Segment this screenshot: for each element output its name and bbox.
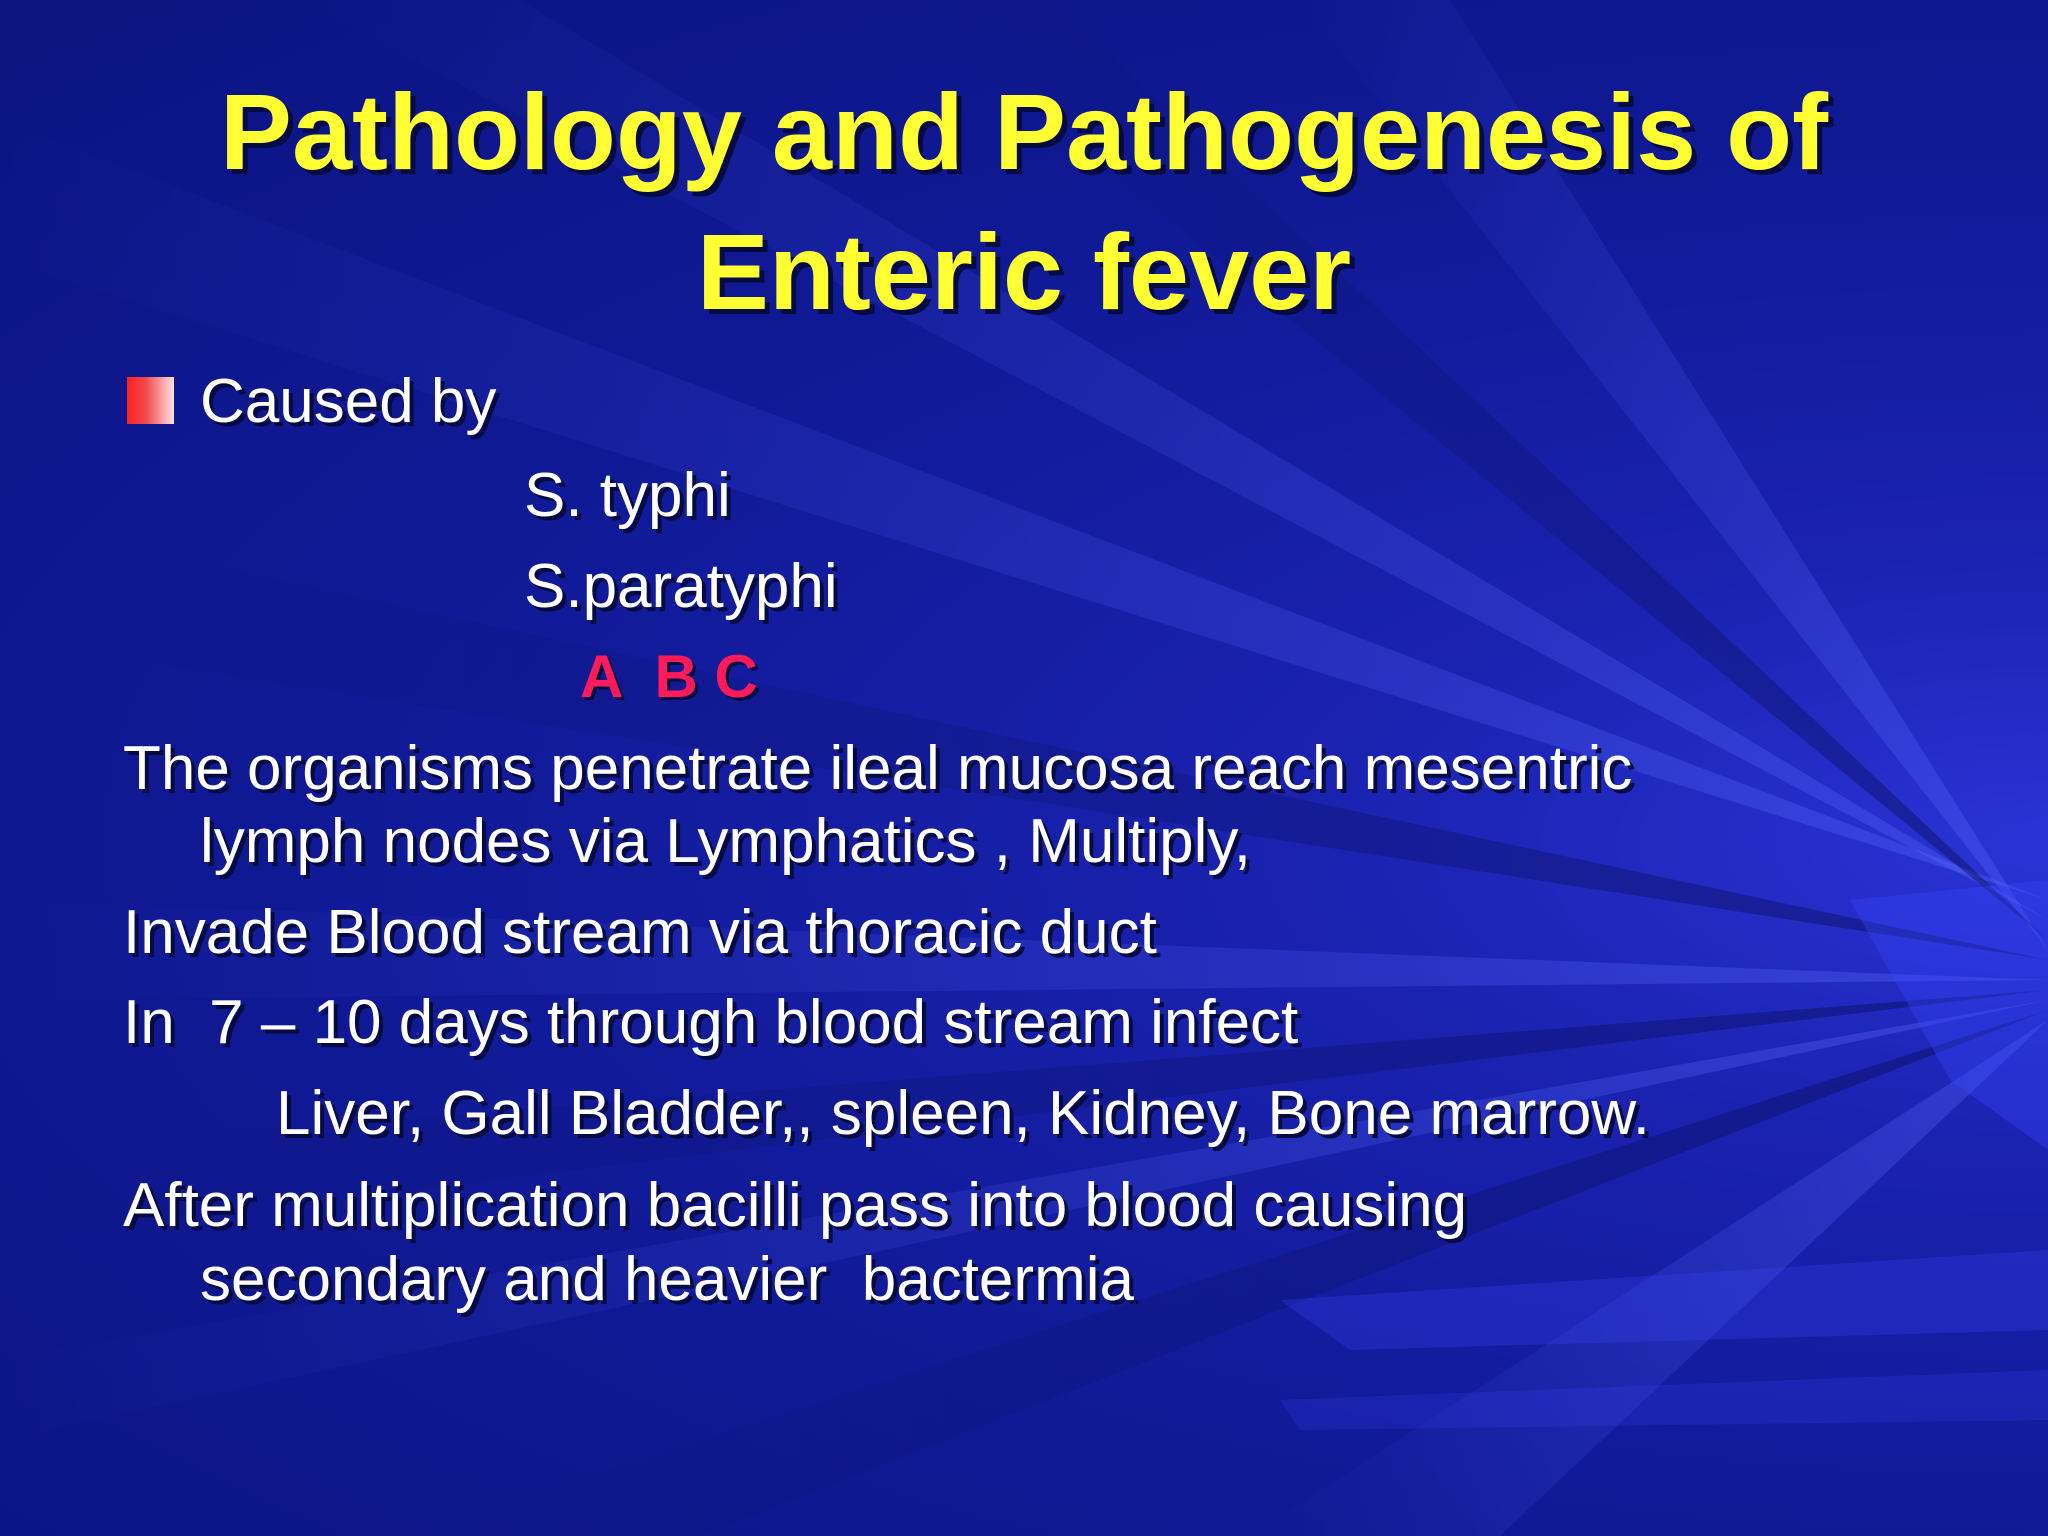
paragraph-line-1: The organisms penetrate ileal mucosa reach mesentric — [123, 734, 1633, 803]
title-line-1: Pathology and Pathogenesis of — [219, 71, 1829, 192]
paragraph-line-6: After multiplication bacilli pass into blood causing — [123, 1171, 1468, 1240]
paragraph-line-5: Liver, Gall Bladder,, spleen, Kidney, Bone marrow. — [276, 1079, 1650, 1148]
paragraph-line-2: lymph nodes via Lymphatics , Multiply, — [200, 807, 1251, 876]
slide-title — [0, 62, 2048, 342]
title-line-2: Enteric fever — [696, 211, 1352, 332]
organism-s-paratyphi: S.paratyphi — [524, 552, 838, 621]
caused-by-text: Caused by — [200, 367, 497, 436]
organism-s-typhi: S. typhi — [524, 461, 731, 530]
paragraph-line-7: secondary and heavier bactermia — [200, 1245, 1134, 1314]
paragraph-line-4: In 7 – 10 days through blood stream infect — [123, 988, 1299, 1057]
paragraph-line-3: Invade Blood stream via thoracic duct — [123, 898, 1157, 967]
paratyphi-types: A B C — [580, 643, 758, 710]
bullet-square-icon — [127, 377, 174, 424]
